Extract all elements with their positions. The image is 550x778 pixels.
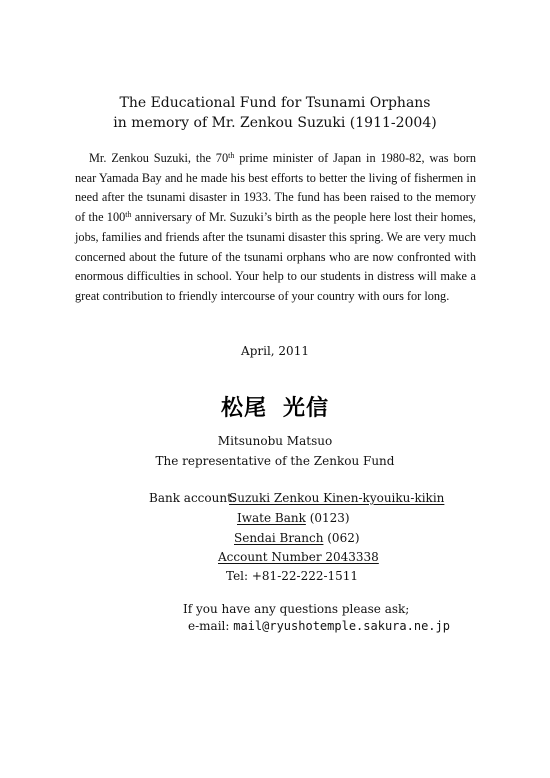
handwritten-signature [0,394,550,428]
branch-code: (062) [323,531,360,545]
body-text-part-2: prime minister of Japan in 1980-82, was born near Yamada Bay and he made his best efforts to better the living of fishermen in need after the tsunami disaster in 1933. The fund has been raised to the memory of the 100 [75,151,476,225]
branch-line [234,530,360,546]
branch-name: Sendai Branch [234,531,324,545]
body-text-part-3: anniversary of Mr. Suzuki’s birth as the people here lost their homes, jobs, families and friends after the tsunami disaster this spring. We are very much concerned about the future of the tsunami orphans who are now confronted with enormous difficulties in school. Your help to our students in distress will make a great contribution to friendly intercourse of your country with ours for long. [75,210,476,303]
page-title-line-1: The Educational Fund for Tsunami Orphans [119,95,431,111]
body-text-part-1: Mr. Zenkou Suzuki, the 70 [89,151,229,165]
signature-given-name: 光信 [283,396,330,421]
signatory-role: The representative of the Zenkou Fund [155,454,395,468]
body-paragraph [75,149,476,307]
account-name: Suzuki Zenkou Kinen-kyouiku-kikin [229,491,445,505]
letter-date: April, 2011 [241,344,309,358]
bank-code: (0123) [305,511,350,525]
ordinal-superscript-1: th [228,151,235,160]
signatory-name: Mitsunobu Matsuo [217,434,333,448]
bank-name: Iwate Bank [237,511,306,525]
bank-account-label: Bank account: [149,491,236,505]
bank-name-line [237,510,350,526]
signature-family-name: 松尾 [220,396,267,421]
telephone: Tel: +81-22-222-1511 [226,569,359,583]
account-number: Account Number 2043338 [218,550,379,564]
page-title-line-2: in memory of Mr. Zenkou Suzuki (1911-2004) [113,115,437,131]
questions-prompt: If you have any questions please ask; [183,602,410,616]
email-address: mail@ryushotemple.sakura.ne.jp [233,619,450,633]
email-line [188,618,450,634]
email-label: e-mail: [188,619,234,633]
ordinal-superscript-2: th [125,210,132,220]
